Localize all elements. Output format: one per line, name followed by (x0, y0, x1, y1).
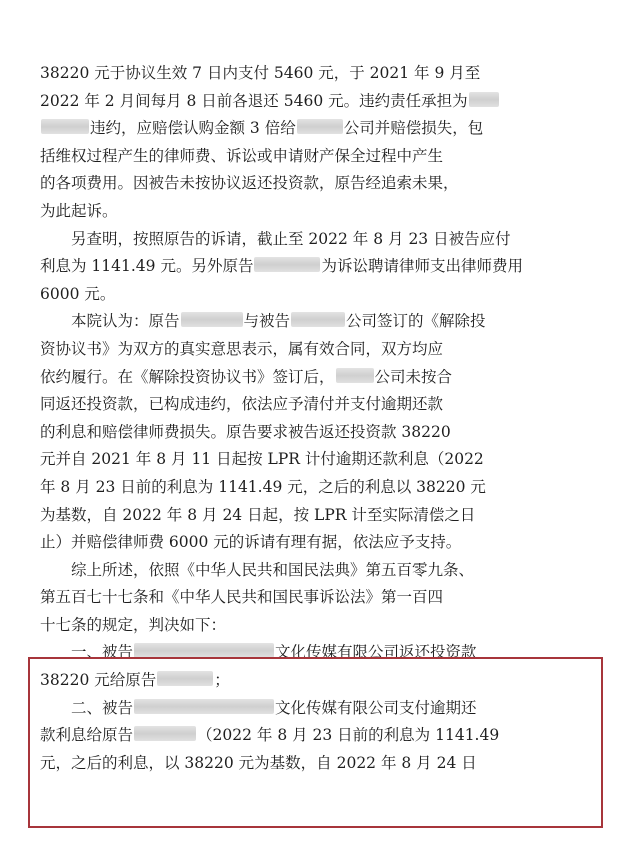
text-line (40, 226, 590, 254)
text-segment: 依约履行。在《解除投资协议书》签订后， (40, 367, 335, 386)
redaction-block (297, 119, 343, 134)
text-segment: 括维权过程产生的律师费、诉讼或申请财产保全过程中产生 (40, 146, 444, 165)
text-segment: （2022 年 8 月 23 日前的利息为 1141.49 (197, 726, 500, 745)
redaction-block (469, 92, 499, 107)
text-segment: 为诉讼聘请律师支出律师费用 (321, 257, 523, 276)
text-segment: 6000 元。 (40, 284, 116, 303)
text-line (40, 198, 590, 226)
text-line (40, 391, 590, 419)
text-segment: 文化传媒有限公司支付逾期还 (275, 698, 477, 717)
text-segment: 公司未按合 (374, 367, 453, 386)
text-segment: 款利息给原告 (40, 726, 134, 745)
highlight-box (28, 657, 603, 828)
text-segment: 公司签订的《解除投 (346, 312, 486, 331)
text-segment: 2022 年 2 月间每月 8 日前各退还 5460 元。违约责任承担为 (40, 91, 468, 110)
text-line (40, 502, 590, 530)
text-segment: 十七条的规定，判决如下： (40, 615, 227, 634)
text-line (40, 419, 590, 447)
text-line (40, 529, 590, 557)
text-segment: 公司并赔偿损失，包 (343, 119, 484, 138)
text-line (40, 612, 590, 640)
text-line (40, 474, 590, 502)
text-segment: 38220 元给原告 (40, 671, 157, 690)
text-line (40, 143, 590, 171)
text-line (40, 364, 590, 392)
text-line (40, 253, 590, 281)
redaction-block (254, 257, 320, 272)
text-segment: 一、被告 (71, 643, 134, 662)
text-line (40, 115, 590, 143)
text-segment: 止）并赔偿律师费 6000 元的诉请有理有据，依法应予支持。 (40, 533, 462, 552)
text-segment: 文化传媒有限公司返还投资款 (275, 643, 477, 662)
text-segment: 综上所述，依照《中华人民共和国民法典》第五百零九条、 (71, 560, 475, 579)
text-segment: 元并自 2021 年 8 月 11 日起按 LPR 计付逾期还款利息（2022 (40, 450, 484, 469)
text-line (40, 170, 590, 198)
text-segment: 二、被告 (71, 698, 134, 717)
text-line (40, 446, 590, 474)
text-segment: 的利息和赔偿律师费损失。原告要求被告返还投资款 38220 (40, 422, 451, 441)
text-line (40, 60, 590, 88)
text-segment: 违约，应赔偿认购金额 3 倍给 (90, 119, 296, 138)
text-segment: 本院认为：原告 (71, 312, 180, 331)
text-segment: 38220 元于协议生效 7 日内支付 5460 元，于 2021 年 9 月至 (40, 64, 481, 82)
text-line (40, 88, 590, 116)
text-segment: 为基数，自 2022 年 8 月 24 日起，按 LPR 计至实际清偿之日 (40, 505, 476, 524)
text-line (40, 281, 590, 309)
text-segment: 与被告 (243, 312, 291, 331)
text-segment: 另查明，按照原告的诉请，截止至 2022 年 8 月 23 日被告应付 (71, 229, 511, 248)
text-line (40, 584, 590, 612)
text-line (40, 557, 590, 585)
text-segment: 年 8 月 23 日前的利息为 1141.49 元，之后的利息以 38220 元 (40, 477, 486, 496)
redaction-block (336, 368, 374, 383)
redaction-block (291, 312, 345, 327)
text-line (40, 308, 590, 336)
text-segment: 元，之后的利息，以 38220 元为基数，自 2022 年 8 月 24 日 (40, 753, 477, 772)
text-line (40, 336, 590, 364)
text-segment: 资协议书》为双方的真实意思表示，属有效合同，双方均应 (40, 339, 444, 358)
redaction-block (41, 119, 89, 134)
text-segment: 同返还投资款，已构成违约，依法应予清付并支付逾期还款 (40, 395, 444, 414)
text-segment: ； (214, 671, 230, 690)
text-segment: 第五百七十七条和《中华人民共和国民事诉讼法》第一百四 (40, 588, 444, 607)
text-segment: 利息为 1141.49 元。另外原告 (40, 257, 254, 276)
redaction-block (181, 312, 243, 327)
text-segment: 为此起诉。 (40, 201, 118, 220)
text-segment: 的各项费用。因被告未按协议返还投资款，原告经追索未果， (40, 174, 459, 193)
